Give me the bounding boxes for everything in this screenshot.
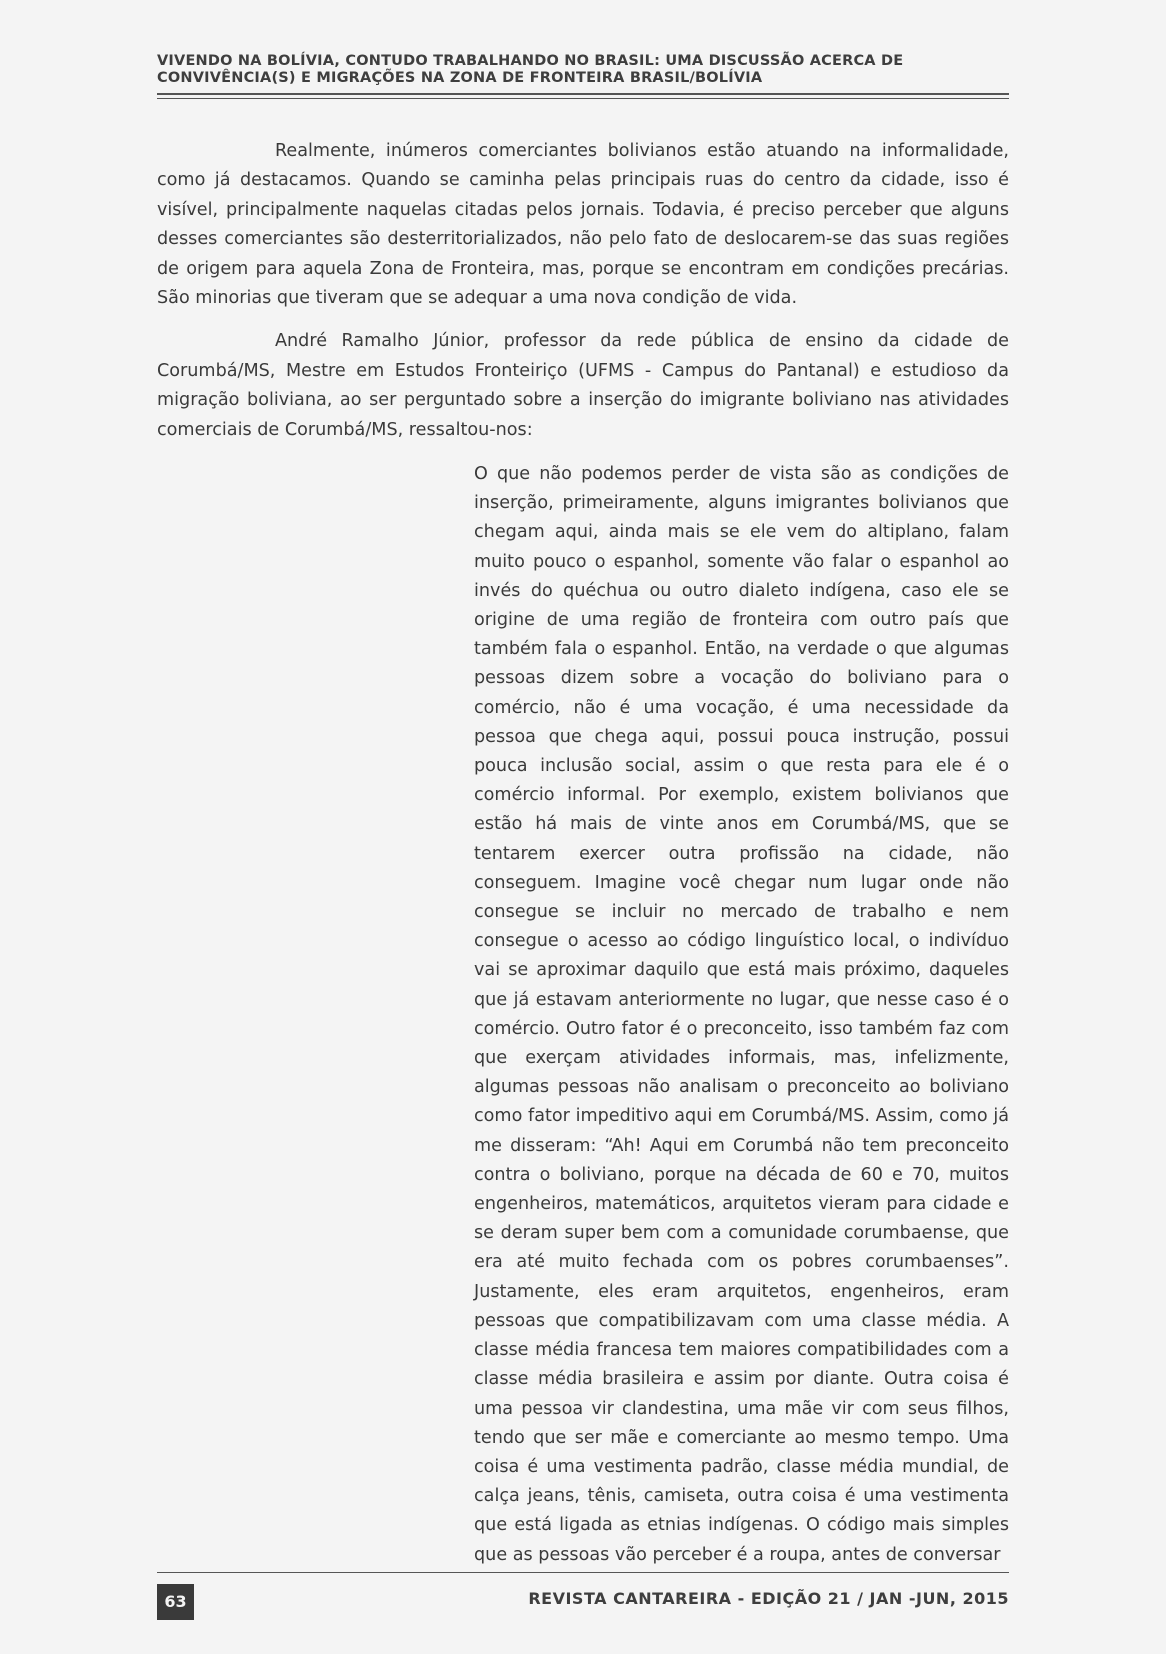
block-quote: O que não podemos perder de vista são as condições de inserção, primeiramente, alguns imigrantes bolivianos que chegam aqui, ainda mais se ele vem do altiplano, falam muito pouco o espanhol, somente vão falar o espanhol ao invés do quéchua ou outro dialeto indígena, caso ele se origine de uma região de fronteira com outro país que também fala o espanhol. Então, na verdade o que algumas pessoas dizem sobre a vocação do boliviano para o comércio, não é uma vocação, é uma necessidade da pessoa que chega aqui, possui pouca instrução, possui pouca inclusão social, assim o que resta para ele é o comércio informal. Por exemplo, existem bolivianos que estão há mais de vinte anos em Corumbá/MS, que se tentarem exercer outra profissão na cidade, não conseguem. Imagine você chegar num lugar onde não consegue se incluir no mercado de trabalho e nem consegue o acesso ao código linguístico local, o indivíduo vai se aproximar daquilo que está mais próximo, daqueles que já estavam anteriormente no lugar, que nesse caso é o comércio. Outro fator é o preconceito, isso também faz com que exerçam atividades informais, mas, infelizmente, algumas pessoas não analisam o preconceito ao boliviano como fator impeditivo aqui em Corumbá/MS. Assim, como já me disseram: “Ah! Aqui em Corumbá não tem preconceito contra o boliviano, porque na década de 60 e 70, muitos engenheiros, matemáticos, arquitetos vieram para cidade e se deram super bem com a comunidade corumbaense, que era até muito fechada com os pobres corumbaenses”. Justamente, eles eram arquitetos, engenheiros, eram pessoas que compatibilizavam com uma classe média. A classe média francesa tem maiores compatibilidades com a classe média brasileira e assim por diante. Outra coisa é uma pessoa vir clandestina, uma mãe vir com seus filhos, tendo que ser mãe e comerciante ao mesmo tempo. Uma coisa é uma vestimenta padrão, classe média mundial, de calça jeans, tênis, camiseta, outra coisa é uma vestimenta que está ligada as etnias indígenas. O código mais simples que as pessoas vão perceber é a roupa, antes de conversar (474, 464, 1009, 1565)
paragraph-1: Realmente, inúmeros comerciantes bolivianos estão atuando na informalidade, como já destacamos. Quando se caminha pelas principais ruas do centro da cidade, isso é visível, principalmente naquelas citadas pelos jornais. Todavia, é preciso perceber que alguns desses comerciantes são desterritorializados, não pelo fato de deslocarem-se das suas regiões de origem para aquela Zona de Fronteira, mas, porque se encontram em condições precárias. São minorias que tiveram que se adequar a uma nova condição de vida. (157, 141, 1009, 309)
journal-footer: REVISTA CANTAREIRA - EDIÇÃO 21 / JAN -JUN, 2015 (528, 1589, 1009, 1608)
footer-rule (157, 1572, 1009, 1573)
paragraph-2: André Ramalho Júnior, professor da rede pública de ensino da cidade de Corumbá/MS, Mestre em Estudos Fronteiriço (UFMS - Campus do Pantanal) e estudioso da migração boliviana, ao ser perguntado sobre a inserção do imigrante boliviano nas atividades comerciais de Corumbá/MS, ressaltou-nos: (157, 331, 1009, 440)
header-title-line-1: VIVENDO NA BOLÍVIA, CONTUDO TRABALHANDO NO BRASIL: UMA DISCUSSÃO ACERCA DE (157, 53, 904, 69)
header-rule (157, 93, 1009, 99)
running-header (157, 53, 1009, 99)
page-number: 63 (157, 1584, 194, 1620)
header-title-line-2: CONVIVÊNCIA(S) E MIGRAÇÕES NA ZONA DE FRONTEIRA BRASIL/BOLÍVIA (157, 70, 763, 86)
article-body (157, 137, 1009, 445)
